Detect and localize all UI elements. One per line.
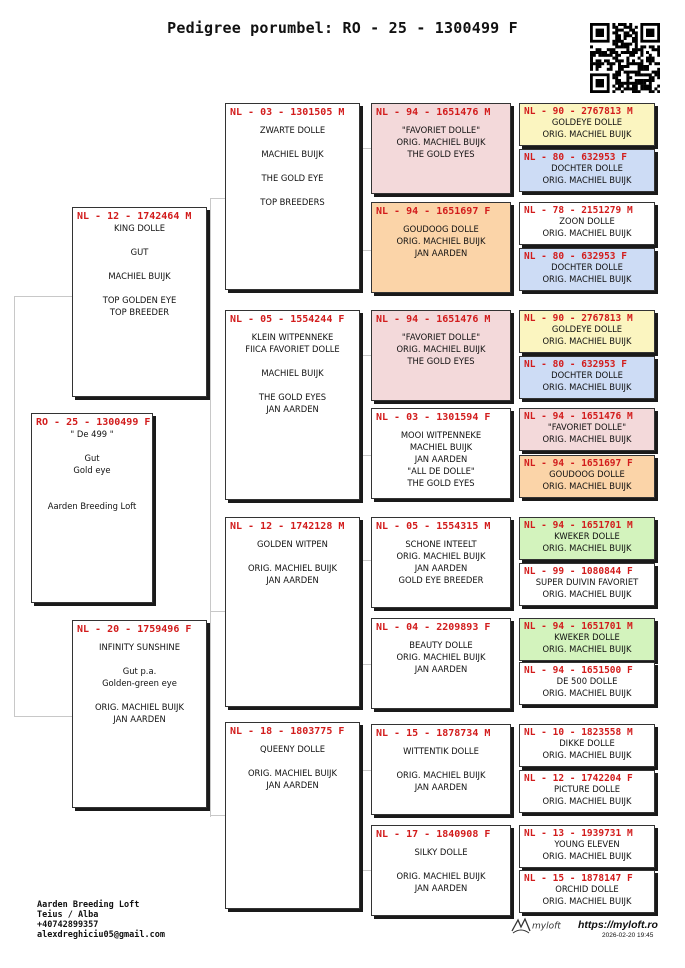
pigeon-detail-line — [228, 136, 357, 148]
pigeon-detail-line: TOP BREEDER — [109, 307, 170, 317]
pigeon-detail-line: ORIG. MACHIEL BUIJK — [542, 644, 632, 654]
pigeon-card-g2[interactable] — [519, 149, 655, 192]
pigeon-detail-line — [228, 550, 357, 562]
pigeon-detail-line: ORIG. MACHIEL BUIJK — [542, 129, 632, 139]
pigeon-detail-line: "ALL DE DOLLE" — [407, 466, 475, 476]
pigeon-card-g7[interactable] — [519, 408, 655, 451]
pigeon-details — [520, 676, 654, 700]
pigeon-detail-line — [75, 653, 204, 665]
pigeon-detail-line: DOCHTER DOLLE — [551, 262, 623, 272]
pigeon-card-g14[interactable] — [519, 770, 655, 813]
pigeon-detail-line: JAN AARDEN — [414, 563, 468, 573]
ring-number: NL - 90 - 2767813 M — [524, 313, 633, 324]
connector-line — [362, 148, 363, 251]
pigeon-card-dam[interactable] — [72, 620, 207, 808]
ring-number: NL - 94 - 1651476 M — [376, 314, 491, 325]
print-timestamp: 2026-02-20 19:45 — [602, 932, 654, 939]
pigeon-detail-line: THE GOLD EYES — [407, 149, 475, 159]
ring-number: NL - 94 - 1651697 F — [524, 458, 633, 469]
pigeon-card-g12[interactable] — [519, 662, 655, 705]
pigeon-card-g6[interactable] — [519, 356, 655, 399]
pigeon-detail-line: Golden-green eye — [102, 678, 177, 688]
pigeon-details — [226, 118, 359, 208]
pigeon-detail-line — [228, 379, 357, 391]
pigeon-detail-line: KWEKER DOLLE — [554, 632, 620, 642]
pigeon-detail-line: ORIG. MACHIEL BUIJK — [542, 796, 632, 806]
pigeon-detail-line: JAN AARDEN — [414, 454, 468, 464]
pigeon-detail-line: Gut — [84, 453, 100, 463]
ring-number: NL - 99 - 1080844 F — [524, 566, 633, 577]
pigeon-card-dds[interactable] — [371, 724, 511, 815]
connector-line — [362, 870, 371, 871]
pigeon-detail-line: ORIG. MACHIEL BUIJK — [542, 481, 632, 491]
connector-line — [362, 455, 371, 456]
pigeon-card-ddd[interactable] — [371, 825, 511, 916]
pigeon-details — [32, 428, 152, 512]
pigeon-detail-line: "FAVORIET DOLLE" — [401, 332, 481, 342]
pigeon-detail-line: ORIG. MACHIEL BUIJK — [542, 543, 632, 553]
connector-line — [362, 355, 363, 455]
pigeon-detail-line: SUPER DUIVIN FAVORIET — [535, 577, 639, 587]
pigeon-detail-line: ORIG. MACHIEL BUIJK — [542, 434, 632, 444]
ring-number: NL - 78 - 2151279 M — [524, 205, 633, 216]
ring-number: NL - 80 - 632953 F — [524, 152, 627, 163]
pigeon-detail-line: JAN AARDEN — [266, 404, 319, 414]
pigeon-detail-line — [228, 755, 357, 767]
connector-line — [210, 815, 225, 816]
pigeon-detail-line: FIICA FAVORIET DOLLE — [245, 344, 340, 354]
pigeon-details — [372, 118, 510, 160]
pigeon-card-sss[interactable] — [371, 103, 511, 194]
pigeon-card-g8[interactable] — [519, 455, 655, 498]
pigeon-detail-line: KLEIN WITPENNEKE — [251, 332, 334, 342]
pigeon-detail-line: " De 499 " — [70, 429, 114, 439]
pigeon-details — [520, 117, 654, 141]
pigeon-card-g15[interactable] — [519, 825, 655, 868]
pigeon-detail-line: KING DOLLE — [113, 223, 166, 233]
pigeon-detail-line: GOLDEYE DOLLE — [551, 324, 623, 334]
pigeon-detail-line: ORIG. MACHIEL BUIJK — [396, 137, 486, 147]
breeder-location: Teius / Alba — [37, 910, 99, 920]
ring-number: NL - 18 - 1803775 F — [230, 726, 345, 737]
connector-line — [362, 560, 371, 561]
pigeon-detail-line — [228, 184, 357, 196]
pigeon-detail-line — [374, 757, 508, 769]
pigeon-detail-line: ORIG. MACHIEL BUIJK — [542, 175, 632, 185]
ring-number: NL - 94 - 1651701 M — [524, 621, 633, 632]
ring-number: NL - 90 - 2767813 M — [524, 106, 633, 117]
ring-number: NL - 10 - 1823558 M — [524, 727, 633, 738]
connector-line — [14, 296, 72, 297]
pigeon-detail-line: ORIG. MACHIEL BUIJK — [94, 702, 185, 712]
connector-line — [362, 770, 363, 870]
pigeon-detail-line: JAN AARDEN — [414, 664, 468, 674]
pigeon-detail-line: MACHIEL BUIJK — [108, 271, 171, 281]
pigeon-detail-line: PICTURE DOLLE — [553, 784, 621, 794]
pigeon-detail-line: ORIG. MACHIEL BUIJK — [542, 589, 632, 599]
ring-number: NL - 04 - 2209893 F — [376, 622, 491, 633]
pigeon-detail-line: ORIG. MACHIEL BUIJK — [542, 228, 632, 238]
pigeon-card-ssd[interactable] — [371, 202, 511, 293]
pigeon-detail-line — [75, 282, 204, 294]
pigeon-card-ds[interactable] — [225, 517, 360, 707]
pigeon-detail-line: DIKKE DOLLE — [559, 738, 615, 748]
ring-number: NL - 80 - 632953 F — [524, 359, 627, 370]
website-link[interactable]: https://myloft.ro — [578, 919, 658, 931]
pigeon-detail-line: JAN AARDEN — [113, 714, 166, 724]
ring-number: NL - 20 - 1759496 F — [77, 624, 192, 635]
pigeon-card-ss[interactable] — [225, 103, 360, 290]
connector-line — [14, 716, 72, 717]
pigeon-card-g3[interactable] — [519, 202, 655, 245]
pigeon-details — [520, 163, 654, 187]
page-title: Pedigree porumbel: RO - 25 - 1300499 F — [167, 19, 518, 37]
myloft-logo-icon — [510, 917, 532, 935]
pigeon-detail-line: INFINITY SUNSHINE — [98, 642, 180, 652]
pigeon-details — [73, 222, 206, 318]
pigeon-details — [520, 422, 654, 446]
ring-number: NL - 94 - 1651476 M — [524, 411, 633, 422]
pigeon-detail-line — [228, 355, 357, 367]
pigeon-detail-line — [75, 689, 204, 701]
ring-number: NL - 12 - 1742204 F — [524, 773, 633, 784]
pigeon-detail-line: ORIG. MACHIEL BUIJK — [396, 236, 486, 246]
pigeon-detail-line: ORIG. MACHIEL BUIJK — [396, 770, 486, 780]
pigeon-card-g11[interactable] — [519, 618, 655, 661]
pigeon-detail-line — [34, 476, 150, 488]
connector-line — [210, 198, 211, 611]
pigeon-card-sds[interactable] — [371, 310, 511, 401]
ring-number: NL - 05 - 1554244 F — [230, 314, 345, 325]
pigeon-detail-line: DOCHTER DOLLE — [551, 163, 623, 173]
ring-number: NL - 05 - 1554315 M — [376, 521, 491, 532]
pigeon-detail-line — [228, 160, 357, 172]
pigeon-detail-line — [34, 440, 150, 452]
ring-number: NL - 15 - 1878147 F — [524, 873, 633, 884]
pigeon-details — [226, 532, 359, 586]
pigeon-details — [372, 325, 510, 367]
pigeon-details — [520, 884, 654, 908]
pigeon-detail-line: ORIG. MACHIEL BUIJK — [542, 382, 632, 392]
ring-number: RO - 25 - 1300499 F — [36, 417, 151, 428]
pigeon-details — [520, 370, 654, 394]
pigeon-detail-line: GOLDEYE DOLLE — [551, 117, 623, 127]
connector-line — [362, 664, 371, 665]
pigeon-detail-line: WITTENTIK DOLLE — [403, 746, 479, 756]
pigeon-card-g10[interactable] — [519, 563, 655, 606]
pigeon-detail-line: ORIG. MACHIEL BUIJK — [542, 336, 632, 346]
connector-line — [210, 610, 211, 817]
pigeon-detail-line: GOUDOOG DOLLE — [403, 224, 479, 234]
pigeon-detail-line: ZWARTE DOLLE — [259, 125, 326, 135]
connector-line — [362, 355, 371, 356]
pigeon-detail-line: ORIG. MACHIEL BUIJK — [542, 750, 632, 760]
pigeon-details — [520, 262, 654, 286]
pigeon-detail-line: THE GOLD EYES — [258, 392, 327, 402]
pigeon-card-g16[interactable] — [519, 870, 655, 913]
pigeon-details — [226, 737, 359, 791]
pigeon-details — [226, 325, 359, 415]
ring-number: NL - 17 - 1840908 F — [376, 829, 491, 840]
myloft-logo — [510, 917, 561, 935]
ring-number: NL - 80 - 632953 F — [524, 251, 627, 262]
ring-number: NL - 12 - 1742464 M — [77, 211, 192, 222]
pigeon-detail-line: JAN AARDEN — [414, 248, 468, 258]
pigeon-detail-line: JAN AARDEN — [266, 575, 319, 585]
pigeon-detail-line: ORIG. MACHIEL BUIJK — [396, 871, 486, 881]
pigeon-card-sire[interactable] — [72, 207, 207, 397]
pigeon-detail-line: YOUNG ELEVEN — [554, 839, 620, 849]
pigeon-detail-line: SILKY DOLLE — [414, 847, 468, 857]
pigeon-detail-line: QUEENY DOLLE — [259, 744, 325, 754]
pigeon-detail-line: TOP BREEDERS — [260, 197, 325, 207]
pigeon-detail-line — [374, 858, 508, 870]
pigeon-detail-line: SCHONE INTEELT — [405, 539, 477, 549]
connector-line — [210, 611, 225, 612]
ring-number: NL - 94 - 1651697 F — [376, 206, 491, 217]
connector-line — [362, 250, 371, 251]
breeder-phone: +40742899357 — [37, 920, 99, 930]
ring-number: NL - 12 - 1742128 M — [230, 521, 345, 532]
pigeon-card-subject[interactable] — [31, 413, 153, 603]
pigeon-details — [372, 840, 510, 894]
pigeon-details — [520, 577, 654, 601]
pigeon-details — [372, 739, 510, 793]
pigeon-detail-line — [75, 234, 204, 246]
qr-code-icon — [590, 23, 660, 93]
pigeon-details — [372, 217, 510, 259]
pigeon-details — [520, 324, 654, 348]
pigeon-detail-line: ORIG. MACHIEL BUIJK — [542, 896, 632, 906]
pigeon-detail-line: GUT — [130, 247, 149, 257]
pigeon-card-sd[interactable] — [225, 310, 360, 500]
ring-number: NL - 94 - 1651701 M — [524, 520, 633, 531]
pigeon-detail-line: ORIG. MACHIEL BUIJK — [396, 551, 486, 561]
pigeon-card-dd[interactable] — [225, 722, 360, 909]
pigeon-detail-line: BEAUTY DOLLE — [409, 640, 473, 650]
connector-line — [362, 148, 371, 149]
pigeon-detail-line — [75, 258, 204, 270]
pigeon-detail-line: "FAVORIET DOLLE" — [547, 422, 627, 432]
pigeon-detail-line: KWEKER DOLLE — [554, 531, 620, 541]
breeder-info — [37, 900, 165, 940]
pigeon-detail-line: DOCHTER DOLLE — [551, 370, 623, 380]
pigeon-detail-line: ORCHID DOLLE — [555, 884, 619, 894]
pigeon-details — [372, 532, 510, 586]
pigeon-detail-line: TOP GOLDEN EYE — [102, 295, 177, 305]
ring-number: NL - 03 - 1301505 M — [230, 107, 345, 118]
breeder-name: Aarden Breeding Loft — [37, 900, 140, 910]
pigeon-card-g13[interactable] — [519, 724, 655, 767]
pigeon-detail-line: MOOI WITPENNEKE — [400, 430, 482, 440]
pigeon-card-sdd[interactable] — [371, 408, 511, 499]
pigeon-detail-line: Gut p.a. — [122, 666, 157, 676]
pigeon-detail-line: ORIG. MACHIEL BUIJK — [542, 688, 632, 698]
pigeon-detail-line: DE 500 DOLLE — [556, 676, 618, 686]
pigeon-detail-line: "FAVORIET DOLLE" — [401, 125, 481, 135]
pigeon-detail-line: MACHIEL BUIJK — [261, 149, 324, 159]
pigeon-detail-line: ZOON DOLLE — [559, 216, 615, 226]
ring-number: NL - 13 - 1939731 M — [524, 828, 633, 839]
pigeon-detail-line: JAN AARDEN — [414, 782, 468, 792]
pigeon-details — [520, 216, 654, 240]
ring-number: NL - 94 - 1651500 F — [524, 665, 633, 676]
pigeon-card-dss[interactable] — [371, 517, 511, 608]
pigeon-detail-line: ORIG. MACHIEL BUIJK — [247, 563, 338, 573]
breeder-email[interactable]: alexdreghiciu05@gmail.com — [37, 930, 165, 940]
connector-line — [14, 296, 15, 716]
pigeon-detail-line — [34, 488, 150, 500]
pigeon-detail-line: THE GOLD EYES — [407, 478, 475, 488]
pigeon-card-g5[interactable] — [519, 310, 655, 353]
pigeon-details — [372, 633, 510, 675]
connector-line — [210, 198, 225, 199]
pigeon-card-g1[interactable] — [519, 103, 655, 146]
pigeon-detail-line: MACHIEL BUIJK — [409, 442, 473, 452]
pigeon-details — [520, 469, 654, 493]
pigeon-details — [372, 423, 510, 489]
pigeon-detail-line: THE GOLD EYES — [407, 356, 475, 366]
pigeon-detail-line: GOLDEN WITPEN — [257, 539, 328, 549]
pigeon-detail-line: GOUDOOG DOLLE — [549, 469, 625, 479]
pigeon-detail-line: GOLD EYE BREEDER — [398, 575, 484, 585]
pigeon-card-g4[interactable] — [519, 248, 655, 291]
pigeon-card-g9[interactable] — [519, 517, 655, 560]
connector-line — [362, 770, 371, 771]
pigeon-detail-line: MACHIEL BUIJK — [261, 368, 324, 378]
pigeon-detail-line: ORIG. MACHIEL BUIJK — [542, 274, 632, 284]
pigeon-detail-line: JAN AARDEN — [266, 780, 319, 790]
pigeon-detail-line: ORIG. MACHIEL BUIJK — [396, 344, 486, 354]
pigeon-details — [520, 531, 654, 555]
logo-text: myloft — [532, 921, 561, 932]
pigeon-details — [73, 635, 206, 725]
pigeon-detail-line: JAN AARDEN — [414, 883, 468, 893]
pigeon-detail-line: Gold eye — [73, 465, 111, 475]
pigeon-detail-line: ORIG. MACHIEL BUIJK — [247, 768, 338, 778]
pigeon-details — [520, 839, 654, 863]
pigeon-details — [520, 784, 654, 808]
pigeon-detail-line: ORIG. MACHIEL BUIJK — [542, 851, 632, 861]
ring-number: NL - 94 - 1651476 M — [376, 107, 491, 118]
ring-number: NL - 15 - 1878734 M — [376, 728, 491, 739]
pigeon-card-dsd[interactable] — [371, 618, 511, 709]
pigeon-detail-line: THE GOLD EYE — [261, 173, 324, 183]
connector-line — [362, 560, 363, 664]
ring-number: NL - 03 - 1301594 F — [376, 412, 491, 423]
pigeon-detail-line: Aarden Breeding Loft — [47, 501, 137, 511]
pigeon-detail-line: ORIG. MACHIEL BUIJK — [396, 652, 486, 662]
pigeon-details — [520, 738, 654, 762]
pigeon-details — [520, 632, 654, 656]
